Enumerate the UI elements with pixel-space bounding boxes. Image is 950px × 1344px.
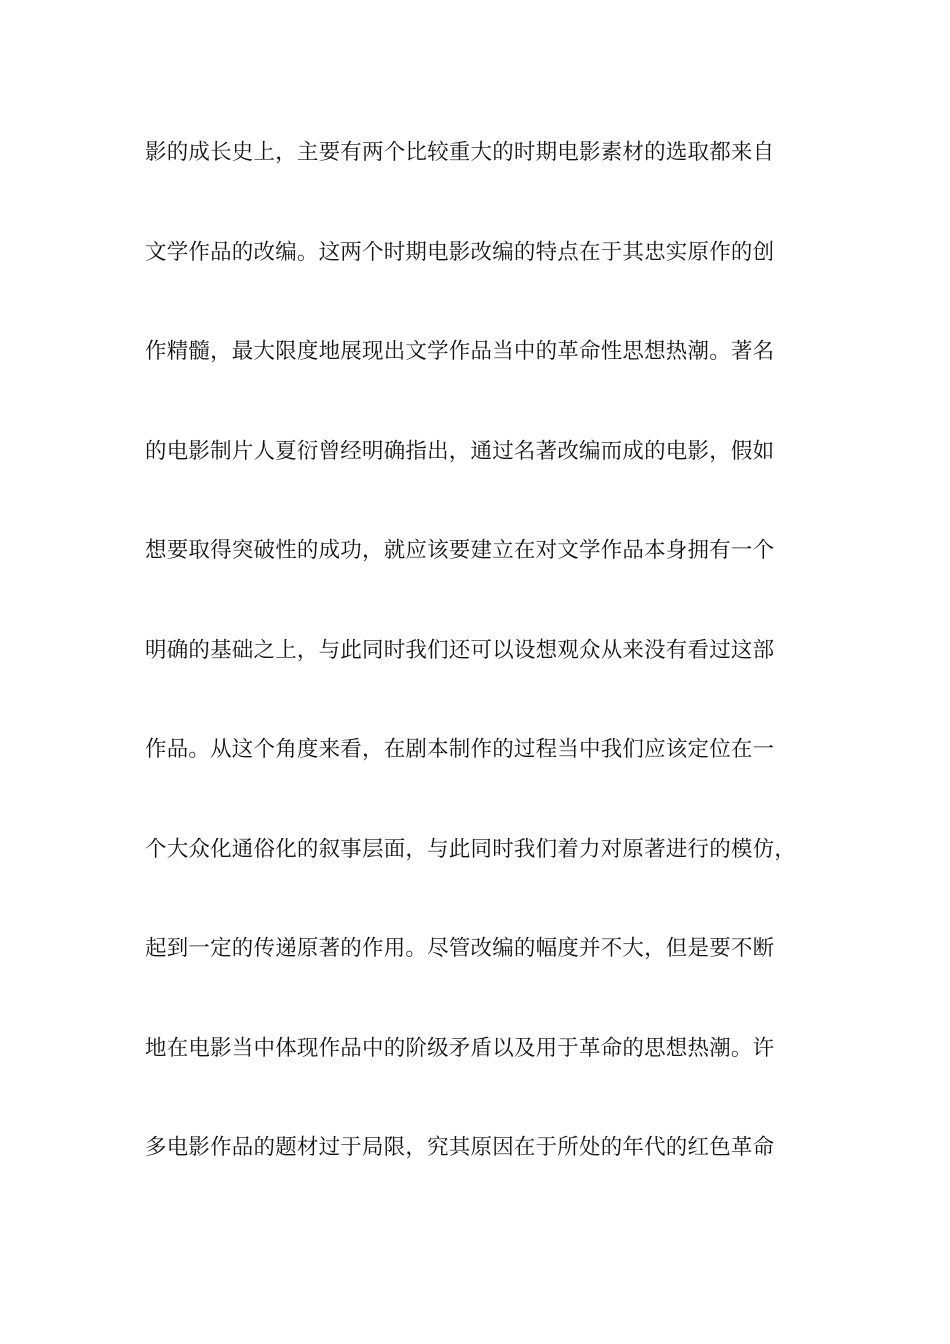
text-line: 想要取得突破性的成功，就应该要建立在对文学作品本身拥有一个 (145, 538, 775, 563)
text-line: 作精髓，最大限度地展现出文学作品当中的革命性思想热潮。著名 (145, 339, 775, 364)
text-line: 个大众化通俗化的叙事层面，与此同时我们着力对原著进行的模仿， (145, 836, 797, 862)
text-line: 地在电影当中体现作品中的阶级矛盾以及用于革命的思想热潮。许 (145, 1035, 775, 1061)
text-line: 作品。从这个角度来看，在剧本制作的过程当中我们应该定位在一 (145, 737, 775, 762)
text-line: 的电影制片人夏衍曾经明确指出，通过名著改编而成的电影，假如 (145, 438, 775, 464)
text-line: 多电影作品的题材过于局限，究其原因在于所处的年代的红色革命 (145, 1135, 775, 1160)
text-line: 起到一定的传递原著的作用。尽管改编的幅度并不大，但是要不断 (145, 936, 775, 961)
text-line: 影的成长史上，主要有两个比较重大的时期电影素材的选取都来自 (145, 140, 775, 165)
body-text (145, 133, 835, 1228)
text-line: 文学作品的改编。这两个时期电影改编的特点在于其忠实原作的创 (145, 239, 775, 265)
text-line: 明确的基础之上，与此同时我们还可以设想观众从来没有看过这部 (145, 637, 775, 663)
